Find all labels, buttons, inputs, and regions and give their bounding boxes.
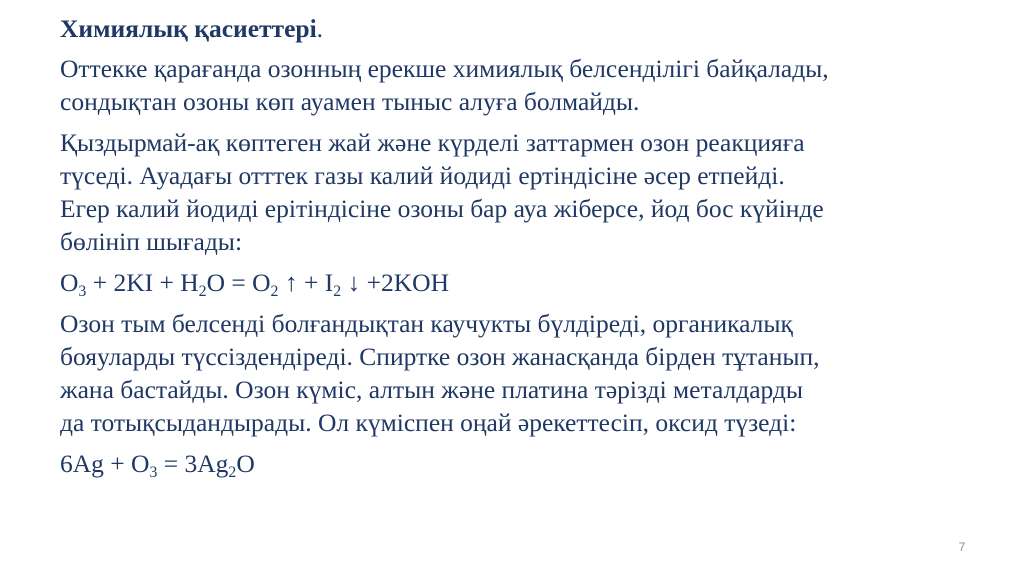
paragraph-line: да тотықсыдандырады. Ол күміспен оңай әрекеттесіп, оксид түзеді: bbox=[60, 408, 797, 437]
paragraph-3 bbox=[60, 307, 980, 439]
paragraph-line: бөлініп шығады: bbox=[60, 227, 243, 256]
paragraph-line: түседі. Ауадағы отттек газы калий йодиді ертіндісіне әсер етпейді. bbox=[60, 161, 785, 190]
paragraph-1 bbox=[60, 52, 980, 118]
equation-silver-ozone bbox=[60, 447, 980, 480]
paragraph-line: Егер калий йодиді ерітіндісіне озоны бар ауа жіберсе, йод бос күйінде bbox=[60, 194, 824, 223]
equation-text: ↓ +2KOH bbox=[341, 268, 449, 297]
slide-title-punct: . bbox=[316, 14, 324, 43]
equation-text: ↑ + I bbox=[278, 268, 334, 297]
slide-title-text: Химиялық қасиеттері bbox=[60, 14, 317, 43]
equation-subscript: 3 bbox=[78, 283, 87, 301]
paragraph-line: Озон тым белсенді болғандықтан каучукты бүлдіреді, органикалық bbox=[60, 309, 793, 338]
slide-title bbox=[60, 12, 980, 45]
paragraph-line: жана бастайды. Озон күміс, алтын және платина тәрізді металдарды bbox=[60, 375, 804, 404]
equation-text: 6Ag + O bbox=[60, 449, 150, 478]
equation-subscript: 2 bbox=[333, 283, 342, 301]
equation-ozone-potassium-iodide bbox=[60, 266, 980, 299]
paragraph-line: сондықтан озоны көп ауамен тыныс алуға болмайды. bbox=[60, 87, 640, 116]
equation-text: + 2KI + H bbox=[86, 268, 199, 297]
paragraph-line: Оттекке қарағанда озонның ерекше химиялық белсенділігі байқалады, bbox=[60, 54, 829, 83]
equation-subscript: 2 bbox=[270, 283, 279, 301]
equation-subscript: 3 bbox=[149, 464, 158, 482]
paragraph-2 bbox=[60, 126, 980, 258]
equation-text: = 3Ag bbox=[157, 449, 229, 478]
paragraph-line: бояуларды түссіздендіреді. Спиртке озон жанасқанда бірден тұтанып, bbox=[60, 342, 820, 371]
equation-text: O bbox=[60, 268, 79, 297]
slide-content bbox=[60, 12, 980, 488]
equation-text: O bbox=[236, 449, 255, 478]
paragraph-line: Қыздырмай-ақ көптеген жай және күрделі заттармен озон реакцияға bbox=[60, 128, 805, 157]
equation-subscript: 2 bbox=[198, 283, 207, 301]
page-number: 7 bbox=[958, 540, 966, 554]
equation-subscript: 2 bbox=[228, 464, 237, 482]
equation-text: O = O bbox=[206, 268, 271, 297]
